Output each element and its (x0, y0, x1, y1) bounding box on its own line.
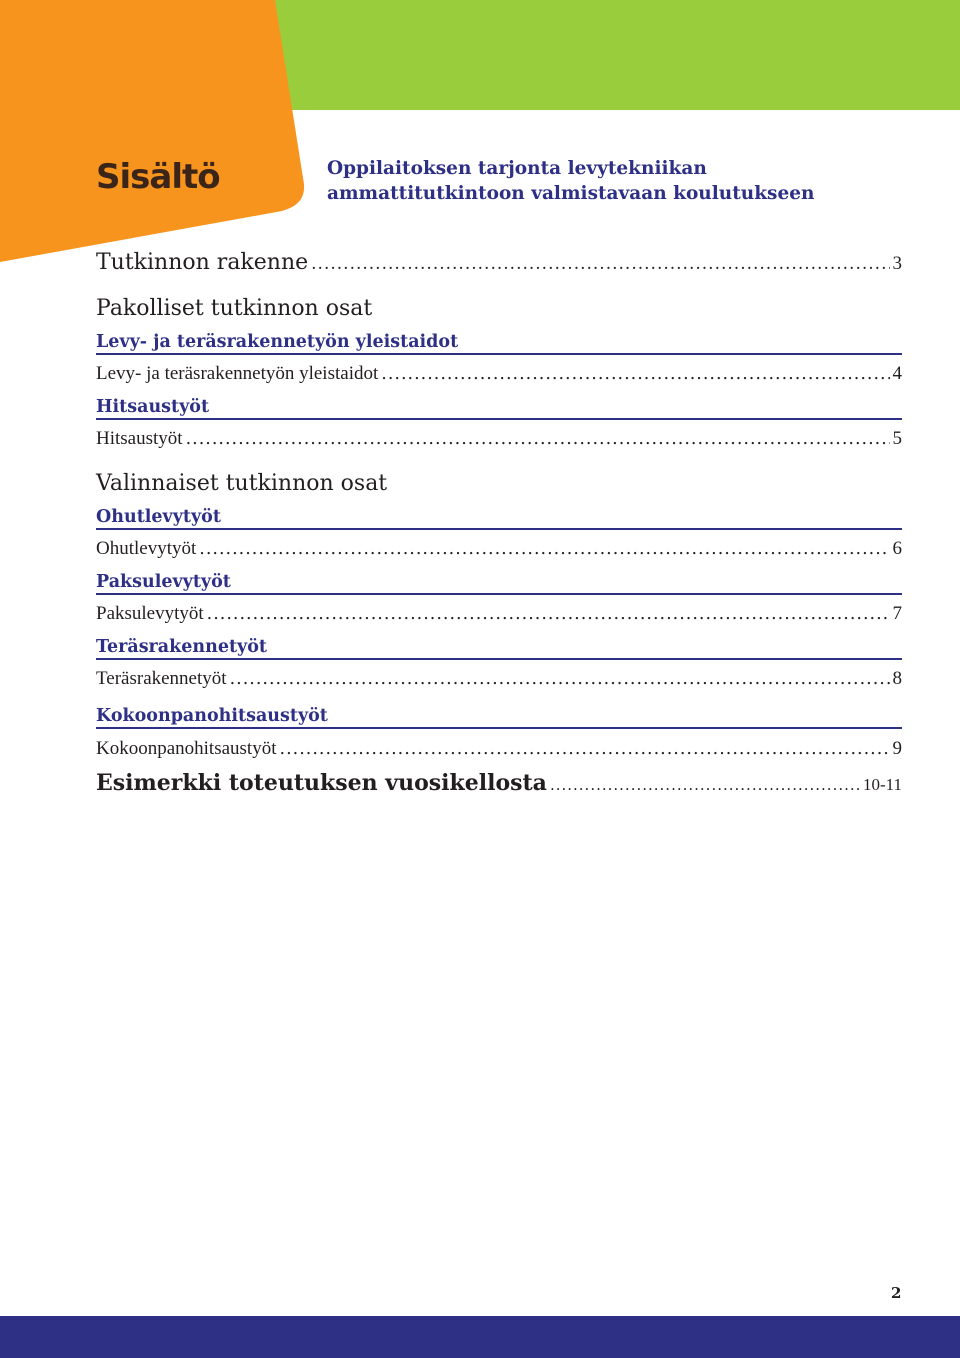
toc-label: Esimerkki toteutuksen vuosikellosta (96, 770, 547, 796)
toc-label: Tutkinnon rakenne (96, 250, 309, 275)
toc-label: Hitsaustyöt (96, 428, 183, 449)
toc-leader-dots (207, 604, 890, 624)
toc-page: 8 (892, 668, 902, 689)
subtitle-line-1: Oppilaitoksen tarjonta levytekniikan (327, 158, 707, 179)
toc-label: Teräsrakennetyöt (96, 668, 227, 689)
toc-page: 10-11 (862, 775, 902, 794)
orange-shape (0, 0, 304, 262)
toc-leader-dots (381, 364, 889, 384)
toc-page: 5 (892, 428, 902, 449)
toc-page: 6 (892, 538, 902, 559)
toc-subheading: Teräsrakennetyöt (96, 637, 902, 660)
toc-entry[interactable] (96, 538, 902, 560)
toc-label: Ohutlevytyöt (96, 538, 197, 559)
toc-leader-dots (230, 669, 890, 689)
toc-entry[interactable] (96, 363, 902, 385)
toc-leader-dots (280, 739, 890, 759)
toc-subheading: Levy- ja teräsrakennetyön yleistaidot (96, 332, 902, 355)
toc-page: 9 (892, 738, 902, 759)
toc-subheading: Kokoonpanohitsaustyöt (96, 706, 902, 729)
toc-page: 3 (892, 253, 902, 274)
toc-subheading: Hitsaustyöt (96, 397, 902, 420)
toc-page: 7 (892, 603, 902, 624)
toc-group-mandatory: Pakolliset tutkinnon osat (96, 296, 373, 321)
header-graphic (0, 0, 960, 262)
toc-label: Paksulevytyöt (96, 603, 204, 624)
toc-entry[interactable] (96, 738, 902, 760)
toc-entry[interactable] (96, 603, 902, 625)
toc-group-optional: Valinnaiset tutkinnon osat (96, 471, 388, 496)
toc-page: 4 (892, 363, 902, 384)
toc-leader-dots (550, 776, 860, 794)
toc-label: Kokoonpanohitsaustyöt (96, 738, 277, 759)
toc-subheading: Ohutlevytyöt (96, 507, 902, 530)
toc-leader-dots (199, 539, 889, 559)
toc-entry-structure[interactable] (96, 250, 902, 275)
toc-entry[interactable] (96, 428, 902, 450)
document-subtitle (327, 156, 814, 206)
toc-subheading: Paksulevytyöt (96, 572, 902, 595)
page-number: 2 (891, 1284, 902, 1302)
toc-leader-dots (186, 429, 890, 449)
footer-bar (0, 1316, 960, 1358)
toc-label: Levy- ja teräsrakennetyön yleistaidot (96, 363, 379, 384)
subtitle-line-2: ammattitutkintoon valmistavaan koulutukseen (327, 183, 815, 204)
toc-entry-example[interactable] (96, 770, 902, 796)
page-title: Sisältö (96, 157, 220, 197)
toc-leader-dots (311, 254, 889, 274)
toc-entry[interactable] (96, 668, 902, 690)
